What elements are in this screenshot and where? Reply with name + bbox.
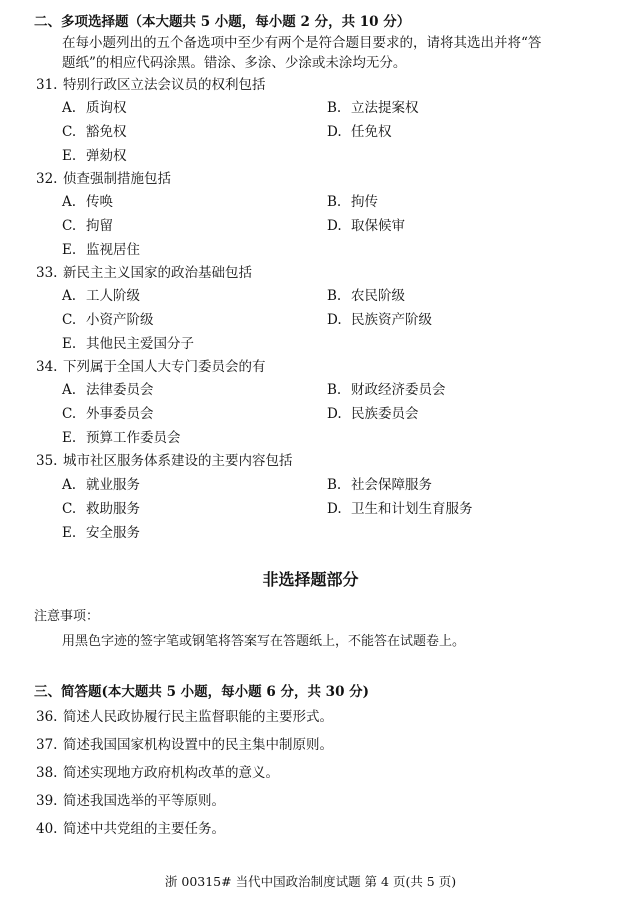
option-letter: C.: [62, 501, 77, 517]
question-34: [36, 358, 266, 376]
notice-body: 用黑色字迹的签字笔或钢笔将答案写在答题纸上，不能答在试题卷上。: [62, 634, 466, 649]
option-34-e: [62, 429, 181, 447]
option-33-c: [62, 311, 154, 329]
option-text: 财政经济委员会: [351, 382, 446, 398]
option-31-c: [62, 123, 127, 141]
question-36: [36, 708, 333, 726]
question-text: 简述人民政协履行民主监督职能的主要形式。: [63, 709, 333, 725]
option-text: 弹劾权: [86, 148, 127, 164]
option-31-d: [327, 123, 392, 141]
option-text: 任免权: [351, 124, 392, 140]
option-text: 拘留: [86, 218, 113, 234]
option-letter: A.: [62, 477, 77, 493]
option-32-a: [62, 193, 113, 211]
option-33-b: [327, 287, 405, 305]
option-text: 民族委员会: [351, 406, 419, 422]
option-text: 立法提案权: [351, 100, 419, 116]
option-letter: D.: [327, 501, 342, 517]
question-text: 简述中共党组的主要任务。: [63, 821, 225, 837]
option-31-e: [62, 147, 127, 165]
option-letter: C.: [62, 312, 77, 328]
option-34-d: [327, 405, 419, 423]
option-letter: E.: [62, 430, 77, 446]
question-35: [36, 452, 293, 470]
section2-title: 二、多项选择题（本大题共 5 小题，每小题 2 分，共 10 分）: [34, 14, 411, 30]
question-33: [36, 264, 252, 282]
question-40: [36, 820, 225, 838]
question-number: 35.: [36, 453, 58, 469]
section2-instructions-line2: 题纸”的相应代码涂黑。错涂、多涂、少涂或未涂均无分。: [62, 55, 407, 71]
question-32: [36, 170, 171, 188]
section2-instructions-line1: 在每小题列出的五个备选项中至少有两个是符合题目要求的，请将其选出并将“答: [62, 35, 542, 51]
option-letter: A.: [62, 194, 77, 210]
question-37: [36, 736, 333, 754]
option-letter: B.: [327, 477, 342, 493]
option-31-b: [327, 99, 419, 117]
question-39: [36, 792, 225, 810]
option-letter: B.: [327, 288, 342, 304]
option-letter: B.: [327, 194, 342, 210]
option-34-c: [62, 405, 154, 423]
option-35-e: [62, 524, 140, 542]
option-32-e: [62, 241, 140, 259]
option-text: 社会保障服务: [351, 477, 432, 493]
option-text: 农民阶级: [351, 288, 405, 304]
question-number: 40.: [36, 821, 58, 837]
option-text: 法律委员会: [86, 382, 154, 398]
option-letter: A.: [62, 288, 77, 304]
option-33-a: [62, 287, 140, 305]
question-number: 36.: [36, 709, 58, 725]
option-31-a: [62, 99, 127, 117]
question-38: [36, 764, 279, 782]
option-text: 民族资产阶级: [351, 312, 432, 328]
section3-title: 三、简答题(本大题共 5 小题，每小题 6 分，共 30 分): [34, 684, 370, 700]
option-letter: E.: [62, 242, 77, 258]
question-number: 37.: [36, 737, 58, 753]
option-34-b: [327, 381, 446, 399]
option-35-a: [62, 476, 140, 494]
option-33-d: [327, 311, 432, 329]
question-text: 下列属于全国人大专门委员会的有: [63, 359, 266, 375]
notice-heading: 注意事项：: [34, 609, 100, 624]
question-text: 简述我国国家机构设置中的民主集中制原则。: [63, 737, 333, 753]
option-letter: D.: [327, 312, 342, 328]
question-number: 31.: [36, 77, 58, 93]
option-33-e: [62, 335, 194, 353]
question-number: 38.: [36, 765, 58, 781]
option-text: 小资产阶级: [86, 312, 154, 328]
option-text: 传唤: [86, 194, 113, 210]
option-letter: D.: [327, 218, 342, 234]
option-text: 监视居住: [86, 242, 140, 258]
option-letter: C.: [62, 406, 77, 422]
option-letter: C.: [62, 124, 77, 140]
option-letter: D.: [327, 124, 342, 140]
option-letter: C.: [62, 218, 77, 234]
option-letter: E.: [62, 525, 77, 541]
option-32-c: [62, 217, 113, 235]
option-text: 拘传: [351, 194, 378, 210]
question-text: 特别行政区立法会议员的权利包括: [63, 77, 266, 93]
question-text: 新民主主义国家的政治基础包括: [63, 265, 252, 281]
option-32-b: [327, 193, 378, 211]
option-35-d: [327, 500, 473, 518]
option-letter: B.: [327, 382, 342, 398]
option-text: 就业服务: [86, 477, 140, 493]
option-letter: D.: [327, 406, 342, 422]
option-letter: E.: [62, 148, 77, 164]
question-text: 城市社区服务体系建设的主要内容包括: [63, 453, 293, 469]
option-35-c: [62, 500, 140, 518]
option-letter: B.: [327, 100, 342, 116]
option-letter: A.: [62, 100, 77, 116]
option-text: 豁免权: [86, 124, 127, 140]
option-letter: A.: [62, 382, 77, 398]
option-letter: E.: [62, 336, 77, 352]
question-text: 简述实现地方政府机构改革的意义。: [63, 765, 279, 781]
option-text: 卫生和计划生育服务: [351, 501, 473, 517]
option-text: 救助服务: [86, 501, 140, 517]
option-text: 工人阶级: [86, 288, 140, 304]
question-31: [36, 76, 266, 94]
question-text: 侦查强制措施包括: [63, 171, 171, 187]
option-34-a: [62, 381, 154, 399]
page-footer: 浙 00315# 当代中国政治制度试题 第 4 页(共 5 页): [164, 874, 457, 889]
option-text: 取保候审: [351, 218, 405, 234]
question-number: 34.: [36, 359, 58, 375]
option-32-d: [327, 217, 405, 235]
question-number: 39.: [36, 793, 58, 809]
option-text: 质询权: [86, 100, 127, 116]
question-number: 32.: [36, 171, 58, 187]
question-number: 33.: [36, 265, 58, 281]
option-35-b: [327, 476, 432, 494]
option-text: 外事委员会: [86, 406, 154, 422]
option-text: 其他民主爱国分子: [86, 336, 194, 352]
nonchoice-section-title: 非选择题部分: [262, 570, 359, 589]
option-text: 预算工作委员会: [86, 430, 181, 446]
question-text: 简述我国选举的平等原则。: [63, 793, 225, 809]
option-text: 安全服务: [86, 525, 140, 541]
